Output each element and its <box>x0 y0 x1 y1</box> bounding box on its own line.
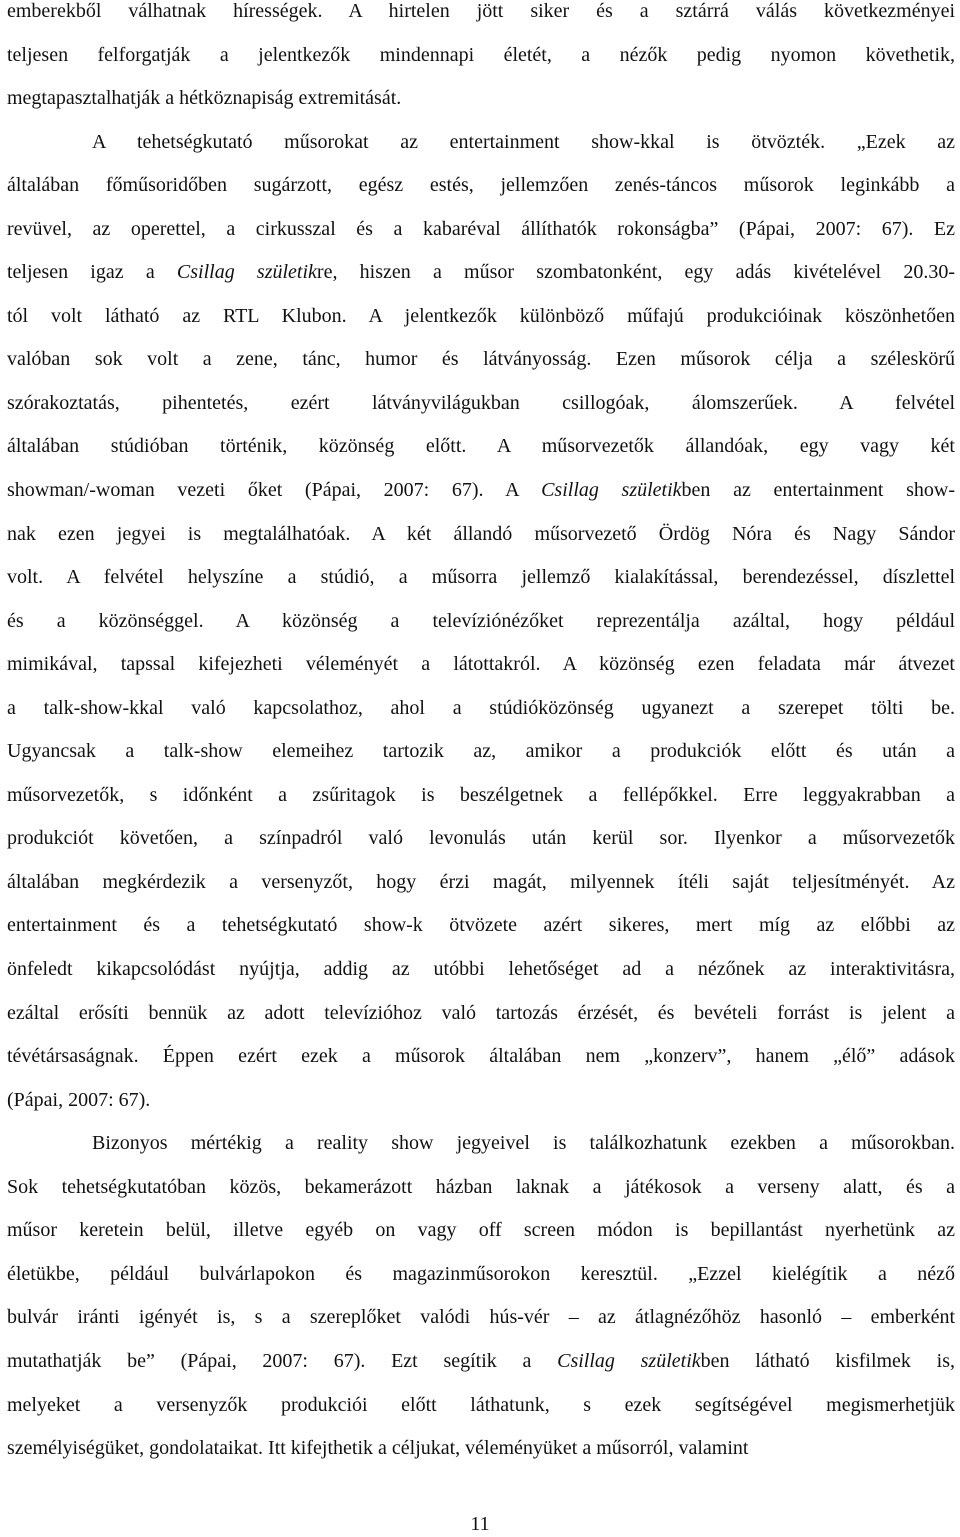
text-line: Sok tehetségkutatóban közös, bekamerázott házban laknak a játékosok a verseny alatt, és a <box>7 1175 955 1198</box>
text-line: nak ezen jegyei is megtalálhatóak. A két állandó műsorvezető Ördög Nóra és Nagy Sándor <box>7 522 955 545</box>
page-number: 11 <box>470 1513 490 1535</box>
text-line: Ugyancsak a talk-show elemeihez tartozik az, amikor a produkciók előtt és után a <box>7 740 955 763</box>
italic-title: Csillag születik <box>541 479 682 502</box>
text-line: mimikával, tapssal kifejezheti véleményét a látottakról. A közönség ezen feladata már átvezet <box>7 653 955 676</box>
text-line: műsorvezetők, s időnként a zsűritagok is beszélgetnek a fellépőkkel. Erre leggyakrabban a <box>7 783 955 806</box>
text-line: valóban sok volt a zene, tánc, humor és látványosság. Ezen műsorok célja a széleskörű <box>7 348 955 371</box>
text-line: tól volt látható az RTL Klubon. A jelentkezők különböző műfajú produkcióinak köszönhetően <box>7 304 955 327</box>
text-segment: ben látható kisfilmek is, <box>700 1349 955 1372</box>
italic-title: Csillag születik <box>176 261 317 284</box>
text-line: bulvár iránti igényét is, s a szereplőket valódi hús-vér – az átlagnézőhöz hasonló – emberként <box>7 1306 955 1329</box>
text-segment: ben az entertainment show- <box>681 479 955 502</box>
text-line: volt. A felvétel helyszíne a stúdió, a műsorra jellemző kialakítással, berendezéssel, díszlettel <box>7 566 955 589</box>
text-line: A tehetségkutató műsorokat az entertainment show-kkal is ötvözték. „Ezek az <box>92 130 955 153</box>
text-line: megtapasztalhatják a hétköznapiság extremitását. <box>7 87 402 110</box>
text-line: szórakoztatás, pihentetés, ezért látványvilágukban csillogóak, álomszerűek. A felvétel <box>7 391 955 414</box>
text-line <box>7 251 955 295</box>
text-line: és a közönséggel. A közönség a televíziónézőket reprezentálja azáltal, hogy például <box>7 609 955 632</box>
text-line: (Pápai, 2007: 67). <box>7 1088 151 1111</box>
text-line: általában főműsoridőben sugárzott, egész estés, jellemzően zenés-táncos műsorok leginkább a <box>7 174 955 197</box>
text-segment: teljesen igaz a <box>7 261 177 284</box>
text-line: teljesen felforgatják a jelentkezők mindennapi életét, a nézők pedig nyomon követhetik, <box>7 43 955 66</box>
body-text <box>7 0 955 1471</box>
text-line: személyiségüket, gondolataikat. Itt kifejthetik a céljukat, véleményüket a műsorról, valamint <box>7 1437 749 1460</box>
text-segment: mutathatják be” (Pápai, 2007: 67). Ezt segítik a <box>7 1349 558 1372</box>
text-line <box>7 1340 955 1384</box>
text-line: általában megkérdezik a versenyzőt, hogy érzi magát, milyennek ítéli saját teljesítményét. Az <box>7 870 955 893</box>
text-line: általában stúdióban történik, közönség előtt. A műsorvezetők állandóak, egy vagy két <box>7 435 955 458</box>
text-line: entertainment és a tehetségkutató show-k ötvözete azért sikeres, mert míg az előbbi az <box>7 914 955 937</box>
text-line: tévétársaságnak. Éppen ezért ezek a műsorok általában nem „konzerv”, hanem „élő” adások <box>7 1045 955 1068</box>
text-segment: re, hiszen a műsor szombatonként, egy adás kivételével 20.30- <box>316 261 955 284</box>
text-line: a talk-show-kkal való kapcsolathoz, ahol a stúdióközönség ugyanezt a szerepet tölti be. <box>7 696 955 719</box>
text-line: önfeledt kikapcsolódást nyújtja, addig az utóbbi lehetőséget ad a nézőnek az interaktivitásra, <box>7 958 955 981</box>
text-line: életükbe, például bulvárlapokon és magazinműsorokon keresztül. „Ezzel kielégítik a néző <box>7 1262 955 1285</box>
text-line: emberekből válhatnak hírességek. A hirtelen jött siker és a sztárrá válás következményei <box>7 0 955 22</box>
text-line: revüvel, az operettel, a cirkusszal és a kabaréval állíthatók rokonságba” (Pápai, 2007: 67). Ez <box>7 217 955 240</box>
text-line: melyeket a versenyzők produkciói előtt láthatunk, s ezek segítségével megismerhetjük <box>7 1393 955 1416</box>
text-line <box>7 469 955 513</box>
italic-title: Csillag születik <box>557 1349 701 1372</box>
text-line: ezáltal erősíti bennük az adott televízióhoz való tartozás érzését, és bevételi forrást is jelent a <box>7 1001 955 1024</box>
text-line: produkciót követően, a színpadról való levonulás után kerül sor. Ilyenkor a műsorvezetők <box>7 827 955 850</box>
text-line: Bizonyos mértékig a reality show jegyeivel is találkozhatunk ezekben a műsorokban. <box>92 1132 955 1155</box>
text-line: műsor keretein belül, illetve egyéb on vagy off screen módon is bepillantást nyerhetünk az <box>7 1219 955 1242</box>
text-segment: showman/-woman vezeti őket (Pápai, 2007: 67). A <box>7 479 542 502</box>
